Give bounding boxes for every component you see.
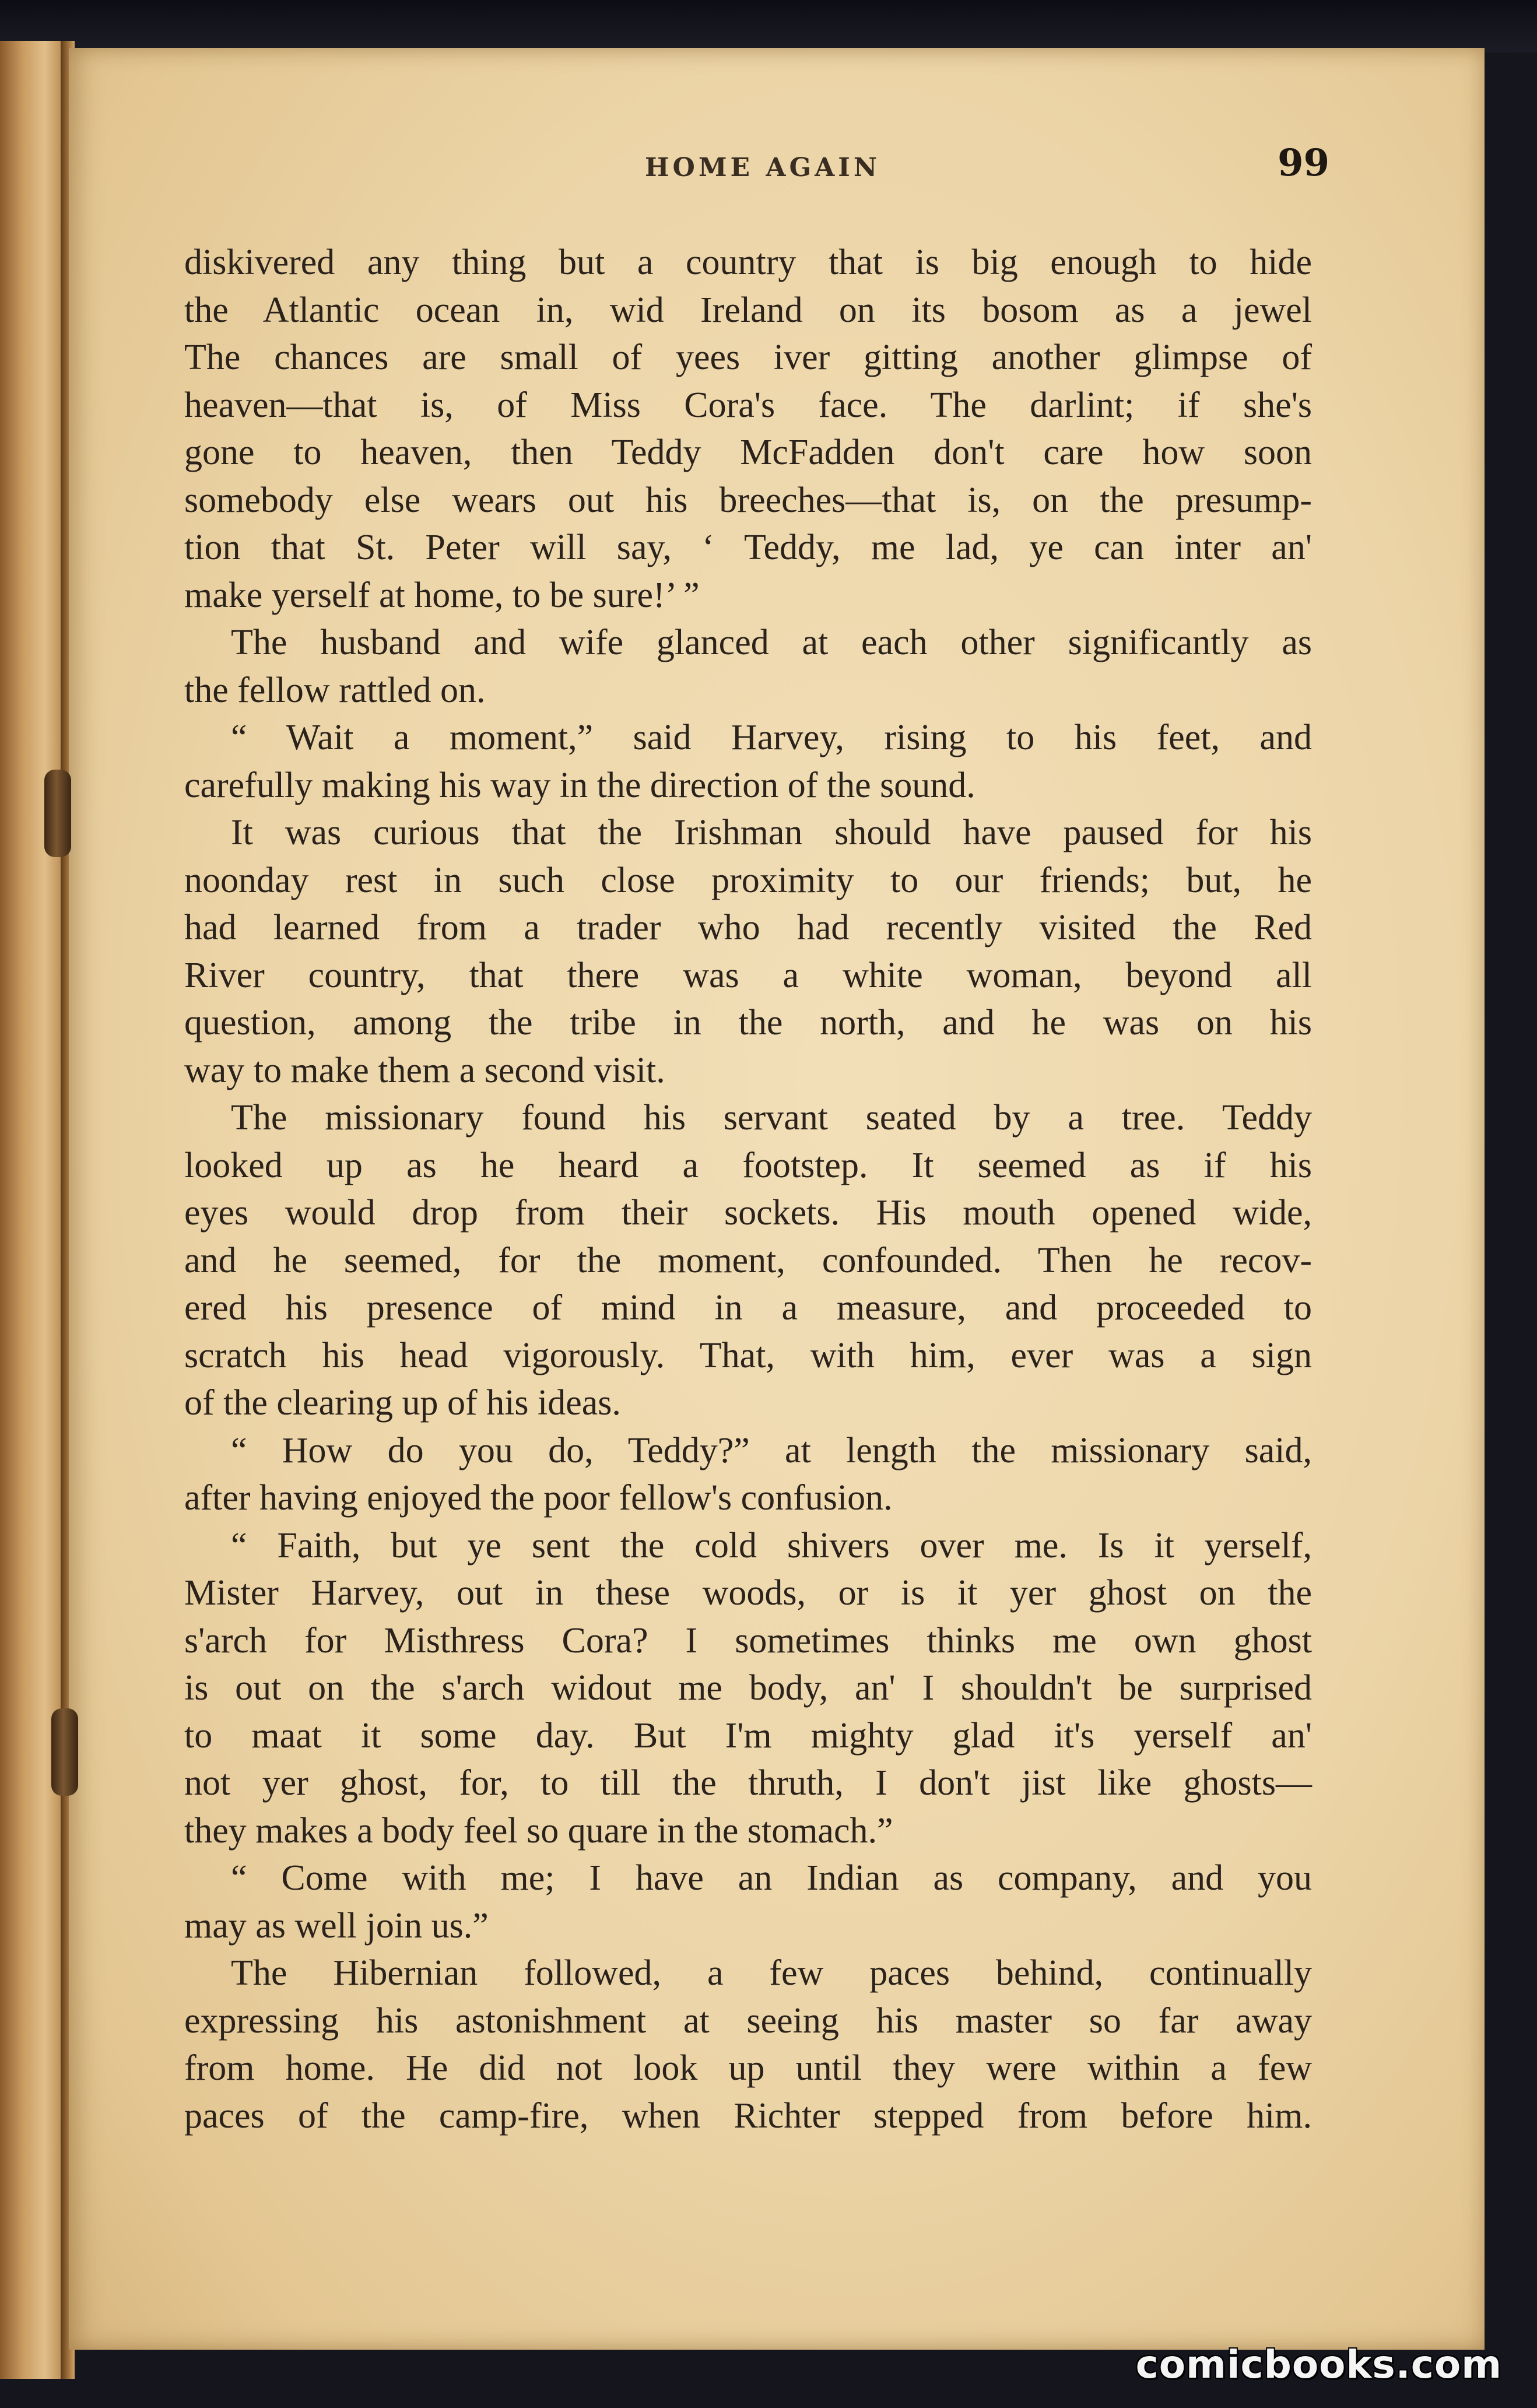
text-line: gone to heaven, then Teddy McFadden don't care how soon (184, 433, 1312, 472)
text-line: make yerself at home, to be sure!’ ” (184, 575, 700, 615)
text-line: expressing his astonishment at seeing his master so far away (184, 2000, 1312, 2041)
text-line: of the clearing up of his ideas. (184, 1383, 621, 1423)
text-line: “ Wait a moment,” said Harvey, rising to his feet, and (231, 718, 1312, 757)
text-line: carefully making his way in the direction of the sound. (184, 765, 975, 805)
text-line: tion that St. Peter will say, ‘ Teddy, me lad, ye can inter an' (184, 528, 1312, 567)
text-line: they makes a body feel so quare in the stomach.” (184, 1810, 893, 1851)
running-head: HOME AGAIN (644, 153, 881, 182)
text-line: The chances are small of yees iver gitting another glimpse of (184, 338, 1312, 377)
page-number: 99 (1277, 141, 1329, 185)
text-line: looked up as he heard a footstep. It seemed as if his (184, 1145, 1312, 1185)
watermark: comicbooks.com (1135, 2342, 1502, 2387)
text-line: heaven—that is, of Miss Cora's face. The darlint; if she's (184, 385, 1312, 425)
text-line: River country, that there was a white woman, beyond all (184, 955, 1312, 995)
binding-thread-lower (51, 1708, 78, 1796)
text-line: eyes would drop from their sockets. His mouth opened wide, (184, 1193, 1312, 1233)
text-line: not yer ghost, for, to till the thruth, I don't jist like ghosts— (184, 1763, 1312, 1803)
left-page-edge (0, 41, 68, 2379)
text-line: may as well join us.” (184, 1905, 489, 1946)
text-line: had learned from a trader who had recently visited the Red (184, 908, 1312, 947)
text-line: Mister Harvey, out in these woods, or is it yer ghost on the (184, 1573, 1312, 1613)
text-line: to maat it some day. But I'm mighty glad it's yerself an' (184, 1715, 1312, 1756)
text-line: is out on the s'arch widout me body, an' I shouldn't be surprised (184, 1668, 1312, 1708)
backdrop (0, 0, 1537, 52)
text-line: ered his presence of mind in a measure, and proceeded to (184, 1288, 1312, 1328)
text-line: “ Come with me; I have an Indian as company, and you (231, 1858, 1312, 1898)
text-line: “ How do you do, Teddy?” at length the missionary said, (231, 1430, 1312, 1470)
text-line: The husband and wife glanced at each other significantly as (231, 623, 1312, 662)
binding-thread-upper (44, 770, 71, 857)
text-line: somebody else wears out his breeches—that is, on the presump- (184, 480, 1312, 520)
text-line: after having enjoyed the poor fellow's confusion. (184, 1478, 893, 1518)
text-line: “ Faith, but ye sent the cold shivers over me. Is it yerself, (231, 1525, 1312, 1565)
text-line: The missionary found his servant seated by a tree. Teddy (231, 1098, 1312, 1138)
text-line: paces of the camp-fire, when Richter stepped from before him. (184, 2095, 1312, 2136)
text-line: It was curious that the Irishman should have paused for his (231, 813, 1312, 852)
body-text (184, 239, 1312, 2140)
text-line: scratch his head vigorously. That, with him, ever was a sign (184, 1335, 1312, 1375)
text-line: noonday rest in such close proximity to our friends; but, he (184, 860, 1312, 900)
text-line: way to make them a second visit. (184, 1050, 665, 1090)
text-line: diskivered any thing but a country that is big enough to hide (184, 243, 1312, 282)
text-line: from home. He did not look up until they were within a few (184, 2048, 1312, 2088)
text-line: question, among the tribe in the north, and he was on his (184, 1003, 1312, 1042)
text-line: the fellow rattled on. (184, 670, 486, 710)
text-line: s'arch for Misthress Cora? I sometimes thinks me own ghost (184, 1620, 1312, 1661)
text-line: and he seemed, for the moment, confounded. Then he recov- (184, 1240, 1312, 1280)
text-line: the Atlantic ocean in, wid Ireland on its bosom as a jewel (184, 290, 1312, 330)
text-line: The Hibernian followed, a few paces behind, continually (231, 1953, 1312, 1993)
